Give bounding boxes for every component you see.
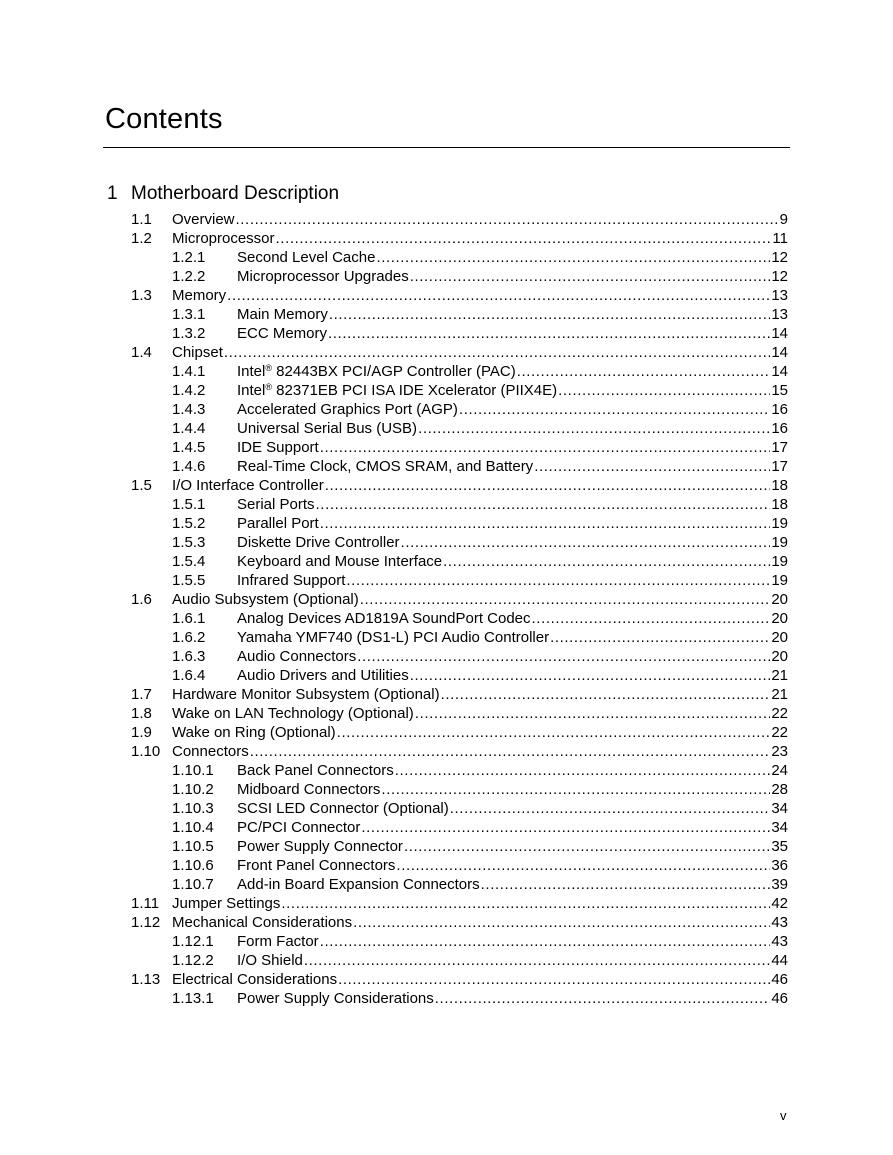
entry-title: Infrared Support [237, 572, 346, 589]
dot-leader [236, 210, 779, 229]
toc-entry[interactable] [131, 229, 788, 248]
entry-number: 1.10 [131, 743, 161, 760]
toc-subentry[interactable] [131, 780, 788, 799]
entry-page-number: 18 [771, 496, 788, 513]
toc-subentry[interactable] [131, 514, 788, 533]
toc-list [131, 210, 788, 1008]
dot-leader [410, 666, 771, 685]
entry-title: Jumper Settings [172, 895, 281, 912]
entry-number: 1.5 [131, 477, 152, 494]
entry-title: Wake on LAN Technology (Optional) [172, 705, 414, 722]
dot-leader [481, 875, 771, 894]
dot-leader [361, 818, 770, 837]
dot-leader [224, 343, 770, 362]
entry-number: 1.12.1 [172, 933, 214, 950]
entry-number: 1.6.2 [172, 629, 206, 646]
entry-title: Diskette Drive Controller [237, 534, 400, 551]
toc-subentry[interactable] [131, 571, 788, 590]
entry-title: ECC Memory [237, 325, 328, 342]
toc-subentry[interactable] [131, 381, 788, 400]
entry-page-number: 15 [771, 382, 788, 399]
entry-title [237, 381, 557, 400]
toc-subentry[interactable] [131, 989, 788, 1008]
entry-number: 1.10.2 [172, 781, 214, 798]
entry-title: Microprocessor Upgrades [237, 268, 409, 285]
toc-entry[interactable] [131, 913, 788, 932]
entry-number: 1.13.1 [172, 990, 214, 1007]
toc-entry[interactable] [131, 590, 788, 609]
toc-subentry[interactable] [131, 837, 788, 856]
entry-title: SCSI LED Connector (Optional) [237, 800, 449, 817]
entry-page-number: 20 [771, 629, 788, 646]
entry-number: 1.5.3 [172, 534, 206, 551]
dot-leader [550, 628, 770, 647]
toc-entry[interactable] [131, 343, 788, 362]
entry-page-number: 14 [771, 363, 788, 380]
entry-title: Real-Time Clock, CMOS SRAM, and Battery [237, 458, 534, 475]
toc-subentry[interactable] [131, 818, 788, 837]
entry-title: Connectors [172, 743, 249, 760]
entry-number: 1.3.1 [172, 306, 206, 323]
entry-page-number: 12 [771, 268, 788, 285]
entry-page-number: 20 [771, 610, 788, 627]
entry-page-number: 28 [771, 781, 788, 798]
entry-title: Audio Connectors [237, 648, 357, 665]
entry-page-number: 13 [771, 306, 788, 323]
toc-subentry[interactable] [131, 533, 788, 552]
entry-title: Serial Ports [237, 496, 315, 513]
chapter-number: 1 [107, 183, 118, 204]
toc-subentry[interactable] [131, 609, 788, 628]
entry-page-number: 11 [772, 230, 788, 247]
entry-number: 1.5.4 [172, 553, 206, 570]
dot-leader [360, 590, 771, 609]
dot-leader [328, 324, 770, 343]
entry-number: 1.3 [131, 287, 152, 304]
entry-number: 1.9 [131, 724, 152, 741]
toc-subentry[interactable] [131, 761, 788, 780]
entry-title: Wake on Ring (Optional) [172, 724, 336, 741]
dot-leader [418, 419, 770, 438]
entry-number: 1.2.1 [172, 249, 206, 266]
entry-number: 1.4.2 [172, 382, 206, 399]
entry-title: Form Factor [237, 933, 319, 950]
entry-title: Midboard Connectors [237, 781, 381, 798]
entry-title: Hardware Monitor Subsystem (Optional) [172, 686, 440, 703]
entry-title: Universal Serial Bus (USB) [237, 420, 418, 437]
toc-subentry[interactable] [131, 267, 788, 286]
entry-page-number: 13 [771, 287, 788, 304]
toc-entry[interactable] [131, 685, 788, 704]
dot-leader [459, 400, 770, 419]
dot-leader [450, 799, 771, 818]
dot-leader [376, 248, 770, 267]
entry-page-number: 17 [771, 458, 788, 475]
toc-entry[interactable] [131, 704, 788, 723]
toc-subentry[interactable] [131, 438, 788, 457]
entry-page-number: 17 [771, 439, 788, 456]
dot-leader [534, 457, 770, 476]
dot-leader [338, 970, 770, 989]
entry-title: Power Supply Considerations [237, 990, 434, 1007]
entry-title: Microprocessor [172, 230, 275, 247]
toc-subentry[interactable] [131, 552, 788, 571]
entry-title: Add-in Board Expansion Connectors [237, 876, 480, 893]
entry-title: Audio Drivers and Utilities [237, 667, 409, 684]
entry-page-number: 21 [771, 686, 788, 703]
dot-leader [325, 476, 771, 495]
toc-subentry[interactable] [131, 400, 788, 419]
entry-page-number: 34 [771, 800, 788, 817]
page-title: Contents [105, 103, 223, 135]
entry-number: 1.12 [131, 914, 161, 931]
toc-subentry[interactable] [131, 856, 788, 875]
entry-page-number: 43 [771, 933, 788, 950]
dot-leader [395, 761, 771, 780]
entry-page-number: 9 [779, 211, 788, 228]
entry-title: PC/PCI Connector [237, 819, 361, 836]
entry-title: Accelerated Graphics Port (AGP) [237, 401, 458, 418]
entry-title: Memory [172, 287, 227, 304]
toc-subentry[interactable] [131, 305, 788, 324]
entry-number: 1.2.2 [172, 268, 206, 285]
entry-number: 1.6.3 [172, 648, 206, 665]
entry-title: Power Supply Connector [237, 838, 403, 855]
toc-subentry[interactable] [131, 457, 788, 476]
entry-title: Electrical Considerations [172, 971, 338, 988]
entry-number: 1.4.5 [172, 439, 206, 456]
toc-entry[interactable] [131, 742, 788, 761]
entry-title: Analog Devices AD1819A SoundPort Codec [237, 610, 531, 627]
entry-number: 1.7 [131, 686, 152, 703]
toc-subentry[interactable] [131, 248, 788, 267]
dot-leader [337, 723, 771, 742]
entry-number: 1.5.5 [172, 572, 206, 589]
entry-page-number: 35 [771, 838, 788, 855]
dot-leader [320, 932, 771, 951]
dot-leader [435, 989, 771, 1008]
entry-page-number: 21 [771, 667, 788, 684]
entry-page-number: 19 [771, 534, 788, 551]
entry-page-number: 39 [771, 876, 788, 893]
entry-page-number: 14 [771, 325, 788, 342]
entry-page-number: 42 [771, 895, 788, 912]
entry-title: Second Level Cache [237, 249, 376, 266]
entry-page-number: 22 [771, 705, 788, 722]
chapter-title: Motherboard Description [131, 183, 340, 204]
entry-page-number: 19 [771, 553, 788, 570]
title-rule [103, 147, 790, 148]
entry-page-number: 20 [771, 648, 788, 665]
registered-mark: ® [265, 382, 272, 392]
entry-title: Keyboard and Mouse Interface [237, 553, 443, 570]
dot-leader [410, 267, 771, 286]
entry-title: I/O Interface Controller [172, 477, 324, 494]
entry-number: 1.4.6 [172, 458, 206, 475]
entry-page-number: 19 [771, 515, 788, 532]
entry-number: 1.4.4 [172, 420, 206, 437]
entry-page-number: 43 [771, 914, 788, 931]
entry-page-number: 34 [771, 819, 788, 836]
dot-leader [316, 495, 771, 514]
dot-leader [532, 609, 771, 628]
entry-number: 1.11 [131, 895, 160, 912]
page-number: v [780, 1108, 787, 1123]
toc-subentry[interactable] [131, 324, 788, 343]
toc-subentry[interactable] [131, 647, 788, 666]
entry-title: Chipset [172, 344, 223, 361]
entry-number: 1.10.7 [172, 876, 214, 893]
entry-page-number: 19 [771, 572, 788, 589]
entry-number: 1.1 [131, 211, 152, 228]
entry-number: 1.10.1 [172, 762, 214, 779]
dot-leader [404, 837, 770, 856]
entry-title: Parallel Port [237, 515, 319, 532]
entry-number: 1.5.1 [172, 496, 206, 513]
dot-leader [304, 951, 770, 970]
entry-number: 1.5.2 [172, 515, 206, 532]
toc-subentry[interactable] [131, 666, 788, 685]
entry-page-number: 46 [771, 971, 788, 988]
dot-leader [401, 533, 771, 552]
toc-subentry[interactable] [131, 419, 788, 438]
entry-title: Mechanical Considerations [172, 914, 353, 931]
toc-entry[interactable] [131, 210, 788, 229]
dot-leader [396, 856, 770, 875]
entry-title: Front Panel Connectors [237, 857, 396, 874]
toc-subentry[interactable] [131, 628, 788, 647]
dot-leader [381, 780, 770, 799]
dot-leader [353, 913, 770, 932]
entry-title: Overview [172, 211, 235, 228]
entry-number: 1.4 [131, 344, 152, 361]
entry-title: Main Memory [237, 306, 328, 323]
entry-number: 1.8 [131, 705, 152, 722]
entry-title: I/O Shield [237, 952, 303, 969]
dot-leader [357, 647, 770, 666]
entry-page-number: 23 [771, 743, 788, 760]
entry-page-number: 22 [771, 724, 788, 741]
dot-leader [558, 381, 770, 400]
entry-number: 1.12.2 [172, 952, 214, 969]
toc-entry[interactable] [131, 286, 788, 305]
entry-title [237, 362, 516, 381]
entry-page-number: 16 [771, 420, 788, 437]
dot-leader [441, 685, 771, 704]
toc-entry[interactable] [131, 894, 788, 913]
entry-title-prefix: Intel [237, 382, 266, 399]
entry-number: 1.6 [131, 591, 152, 608]
entry-title: Yamaha YMF740 (DS1-L) PCI Audio Controller [237, 629, 550, 646]
entry-number: 1.10.6 [172, 857, 214, 874]
toc-subentry[interactable] [131, 495, 788, 514]
dot-leader [320, 438, 771, 457]
entry-page-number: 16 [771, 401, 788, 418]
entry-page-number: 44 [771, 952, 788, 969]
toc-entry[interactable] [131, 723, 788, 742]
entry-number: 1.13 [131, 971, 161, 988]
entry-page-number: 24 [771, 762, 788, 779]
toc-entry[interactable] [131, 970, 788, 989]
entry-page-number: 46 [771, 990, 788, 1007]
toc-entry[interactable] [131, 476, 788, 495]
dot-leader [281, 894, 770, 913]
entry-page-number: 20 [771, 591, 788, 608]
entry-number: 1.3.2 [172, 325, 206, 342]
entry-number: 1.10.5 [172, 838, 214, 855]
entry-number: 1.4.3 [172, 401, 206, 418]
toc-subentry[interactable] [131, 875, 788, 894]
registered-mark: ® [265, 363, 272, 373]
toc-subentry[interactable] [131, 951, 788, 970]
entry-title: IDE Support [237, 439, 319, 456]
chapter-heading[interactable] [107, 183, 339, 205]
entry-title-text: 82443BX PCI/AGP Controller (PAC) [272, 363, 516, 380]
dot-leader [346, 571, 770, 590]
dot-leader [276, 229, 772, 248]
dot-leader [250, 742, 771, 761]
entry-page-number: 14 [771, 344, 788, 361]
toc-subentry[interactable] [131, 362, 788, 381]
entry-title-prefix: Intel [237, 363, 266, 380]
entry-number: 1.10.3 [172, 800, 214, 817]
entry-page-number: 18 [771, 477, 788, 494]
dot-leader [517, 362, 771, 381]
dot-leader [227, 286, 770, 305]
entry-number: 1.6.1 [172, 610, 206, 627]
toc-subentry[interactable] [131, 799, 788, 818]
entry-page-number: 36 [771, 857, 788, 874]
entry-title: Back Panel Connectors [237, 762, 394, 779]
dot-leader [329, 305, 770, 324]
entry-number: 1.10.4 [172, 819, 214, 836]
toc-subentry[interactable] [131, 932, 788, 951]
entry-number: 1.6.4 [172, 667, 206, 684]
dot-leader [415, 704, 771, 723]
entry-page-number: 12 [771, 249, 788, 266]
dot-leader [320, 514, 771, 533]
dot-leader [443, 552, 770, 571]
entry-title: Audio Subsystem (Optional) [172, 591, 359, 608]
entry-number: 1.4.1 [172, 363, 206, 380]
entry-title-text: 82371EB PCI ISA IDE Xcelerator (PIIX4E) [272, 382, 558, 399]
entry-number: 1.2 [131, 230, 152, 247]
